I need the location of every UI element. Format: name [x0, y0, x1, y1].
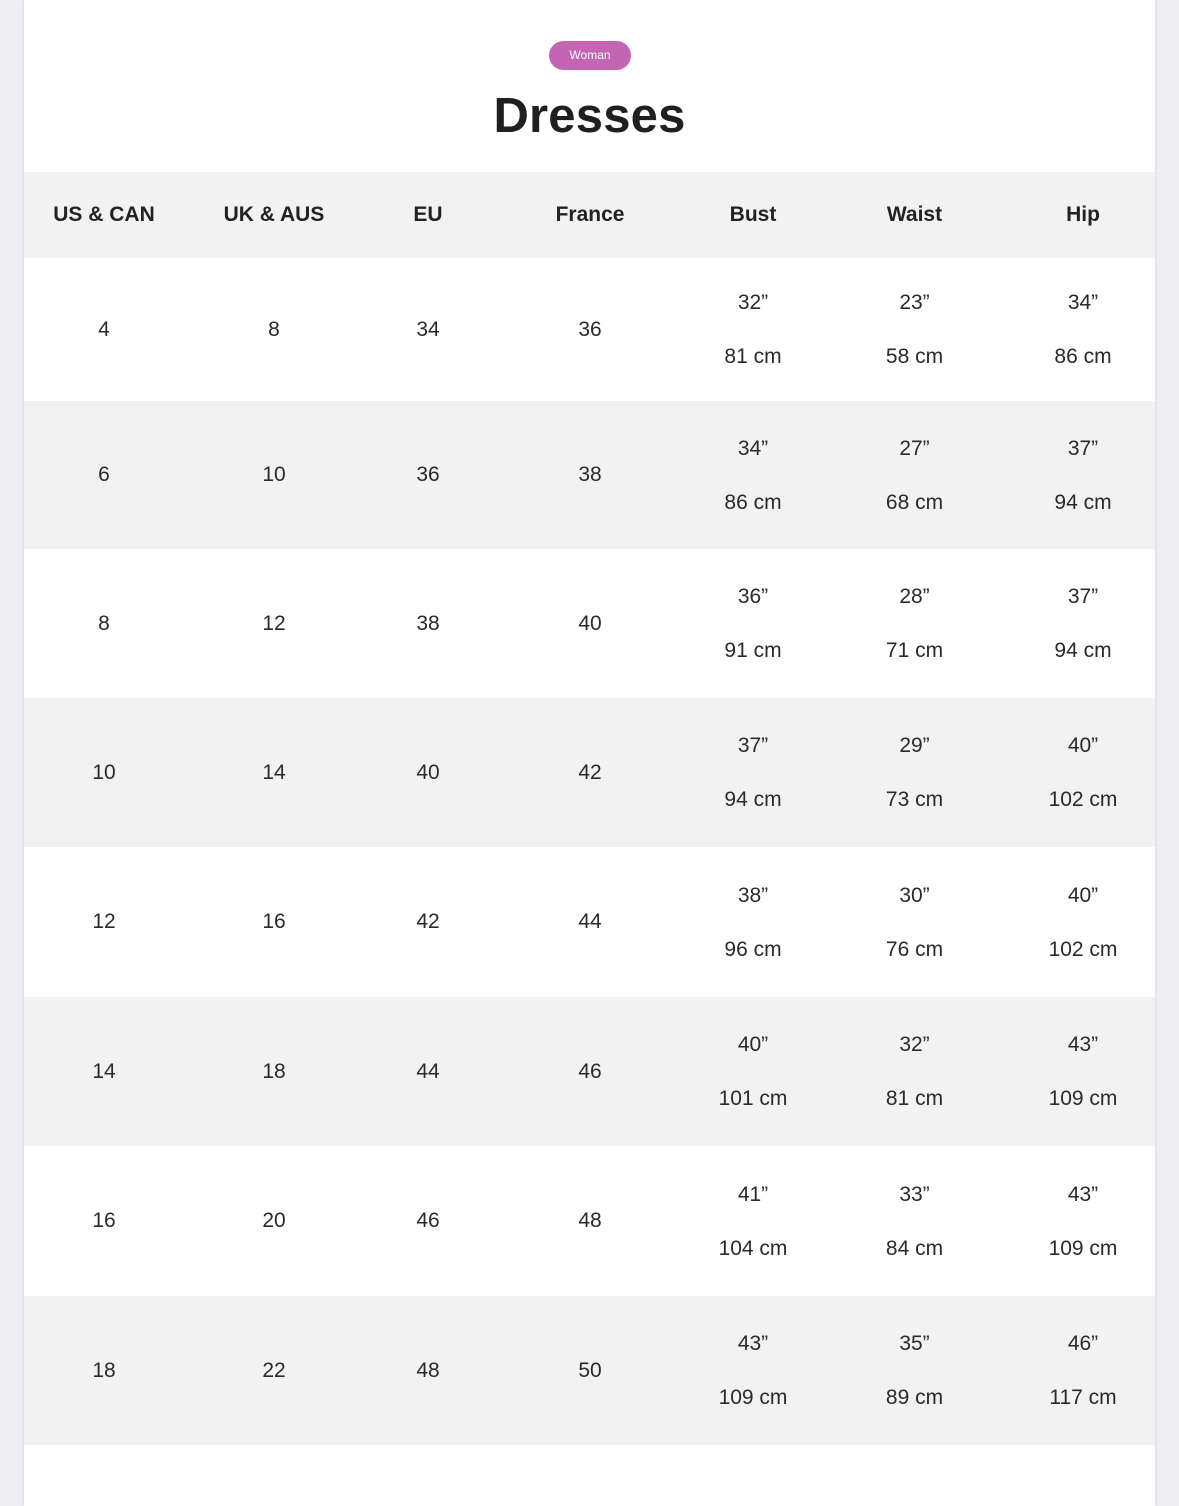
cell-bust — [688, 698, 818, 847]
measure-inches: 40” — [737, 1033, 769, 1056]
cell-us-can: 18 — [92, 1358, 116, 1382]
size-table — [24, 172, 1155, 1445]
cell-waist — [818, 401, 1011, 549]
cell-eu: 34 — [416, 317, 440, 341]
measure-centimeters: 94 cm — [1054, 490, 1112, 514]
measure-inches: 43” — [1067, 1182, 1099, 1206]
cell-uk-aus: 8 — [268, 317, 280, 341]
measure-inches: 29” — [899, 734, 930, 757]
cell-waist — [818, 1296, 1011, 1445]
measure-centimeters: 68 cm — [885, 490, 944, 514]
measure-centimeters: 76 cm — [885, 937, 944, 961]
cell-us-can: 4 — [98, 317, 110, 341]
category-badge[interactable]: Woman — [549, 41, 631, 70]
measure-inches: 34” — [737, 436, 769, 460]
cell-us-can: 10 — [92, 760, 116, 784]
measure-centimeters: 84 cm — [885, 1236, 944, 1260]
measure-inches: 34” — [1067, 291, 1099, 314]
measure-inches: 23” — [899, 291, 930, 314]
size-chart-header — [24, 0, 1155, 172]
cell-eu: 36 — [416, 463, 440, 486]
cell-bust — [688, 847, 818, 997]
measure-inches: 33” — [899, 1182, 930, 1206]
table-row — [24, 401, 1155, 549]
measure-centimeters: 104 cm — [718, 1236, 788, 1260]
cell-uk-aus: 20 — [262, 1209, 286, 1232]
cell-uk-aus: 10 — [262, 463, 286, 486]
table-row — [24, 1296, 1155, 1445]
cell-uk-aus: 12 — [262, 611, 286, 635]
table-row — [24, 258, 1155, 401]
measure-centimeters: 102 cm — [1048, 937, 1118, 961]
column-header-france: France — [555, 203, 625, 226]
cell-hip — [1011, 401, 1155, 549]
measure-inches: 40” — [1067, 734, 1099, 757]
measure-centimeters: 86 cm — [724, 490, 782, 514]
cell-uk-aus: 14 — [262, 760, 286, 784]
cell-waist — [818, 1146, 1011, 1296]
cell-bust — [688, 1296, 818, 1445]
cell-hip — [1011, 847, 1155, 997]
table-row — [24, 549, 1155, 698]
cell-hip — [1011, 549, 1155, 698]
table-row — [24, 847, 1155, 997]
cell-bust — [688, 401, 818, 549]
cell-waist — [818, 997, 1011, 1146]
cell-hip — [1011, 997, 1155, 1146]
column-header-eu: EU — [413, 203, 443, 226]
measure-inches: 46” — [1067, 1332, 1099, 1355]
table-header-row — [24, 172, 1155, 258]
measure-inches: 43” — [1067, 1033, 1099, 1056]
measure-inches: 38” — [737, 883, 769, 907]
cell-bust — [688, 1146, 818, 1296]
cell-bust — [688, 549, 818, 698]
cell-eu: 44 — [416, 1059, 440, 1083]
size-chart-card — [24, 0, 1155, 1506]
measure-centimeters: 109 cm — [718, 1386, 788, 1409]
measure-centimeters: 101 cm — [718, 1087, 788, 1110]
column-header-uk-aus: UK & AUS — [223, 203, 325, 226]
cell-us-can: 14 — [92, 1059, 116, 1083]
table-row — [24, 698, 1155, 847]
cell-france: 50 — [578, 1358, 602, 1382]
cell-france: 42 — [578, 760, 602, 784]
measure-centimeters: 58 cm — [885, 345, 944, 368]
measure-centimeters: 94 cm — [724, 788, 782, 811]
measure-inches: 27” — [899, 436, 930, 460]
measure-inches: 40” — [1067, 883, 1099, 907]
cell-france: 46 — [578, 1059, 602, 1083]
cell-eu: 38 — [416, 611, 440, 635]
column-header-waist: Waist — [886, 203, 943, 226]
cell-eu: 46 — [416, 1209, 440, 1232]
cell-us-can: 8 — [98, 611, 110, 635]
cell-france: 38 — [578, 463, 602, 486]
measure-inches: 30” — [899, 883, 930, 907]
measure-centimeters: 73 cm — [885, 788, 944, 811]
cell-us-can: 16 — [92, 1209, 116, 1232]
cell-eu: 40 — [416, 760, 440, 784]
measure-inches: 32” — [899, 1033, 930, 1056]
measure-centimeters: 117 cm — [1049, 1386, 1117, 1409]
cell-uk-aus: 22 — [262, 1358, 286, 1382]
measure-inches: 41” — [737, 1182, 769, 1206]
cell-waist — [818, 549, 1011, 698]
cell-us-can: 6 — [98, 463, 110, 486]
measure-centimeters: 91 cm — [724, 639, 782, 662]
cell-france: 44 — [578, 910, 602, 933]
measure-inches: 37” — [1067, 436, 1099, 460]
cell-uk-aus: 18 — [262, 1059, 286, 1083]
column-header-bust: Bust — [729, 203, 777, 226]
table-body — [24, 258, 1155, 1445]
cell-eu: 48 — [416, 1358, 440, 1382]
column-header-us-can: US & CAN — [53, 203, 155, 226]
measure-inches: 43” — [737, 1332, 769, 1355]
page-title: Dresses — [493, 89, 686, 143]
cell-waist — [818, 847, 1011, 997]
measure-centimeters: 102 cm — [1048, 788, 1118, 811]
cell-waist — [818, 698, 1011, 847]
cell-uk-aus: 16 — [262, 910, 286, 933]
measure-inches: 37” — [1067, 585, 1099, 608]
cell-bust — [688, 258, 818, 401]
measure-centimeters: 81 cm — [885, 1087, 944, 1110]
cell-hip — [1011, 258, 1155, 401]
cell-waist — [818, 258, 1011, 401]
measure-centimeters: 71 cm — [885, 639, 944, 662]
cell-france: 40 — [578, 611, 602, 635]
measure-inches: 28” — [899, 585, 930, 608]
measure-centimeters: 81 cm — [724, 345, 782, 368]
measure-inches: 35” — [899, 1332, 930, 1355]
cell-hip — [1011, 1296, 1155, 1445]
measure-centimeters: 94 cm — [1054, 639, 1112, 662]
measure-centimeters: 96 cm — [724, 937, 782, 961]
table-row — [24, 1146, 1155, 1296]
measure-inches: 36” — [737, 585, 769, 608]
cell-bust — [688, 997, 818, 1146]
cell-hip — [1011, 698, 1155, 847]
measure-centimeters: 109 cm — [1048, 1236, 1118, 1260]
cell-us-can: 12 — [92, 910, 116, 933]
measure-centimeters: 89 cm — [885, 1386, 944, 1409]
cell-france: 48 — [578, 1209, 602, 1232]
measure-centimeters: 86 cm — [1054, 345, 1112, 368]
measure-centimeters: 109 cm — [1048, 1087, 1118, 1110]
measure-inches: 37” — [737, 734, 769, 757]
cell-hip — [1011, 1146, 1155, 1296]
table-row — [24, 997, 1155, 1146]
cell-eu: 42 — [416, 910, 440, 933]
measure-inches: 32” — [737, 291, 769, 314]
cell-france: 36 — [578, 317, 602, 341]
column-header-hip: Hip — [1066, 203, 1100, 226]
